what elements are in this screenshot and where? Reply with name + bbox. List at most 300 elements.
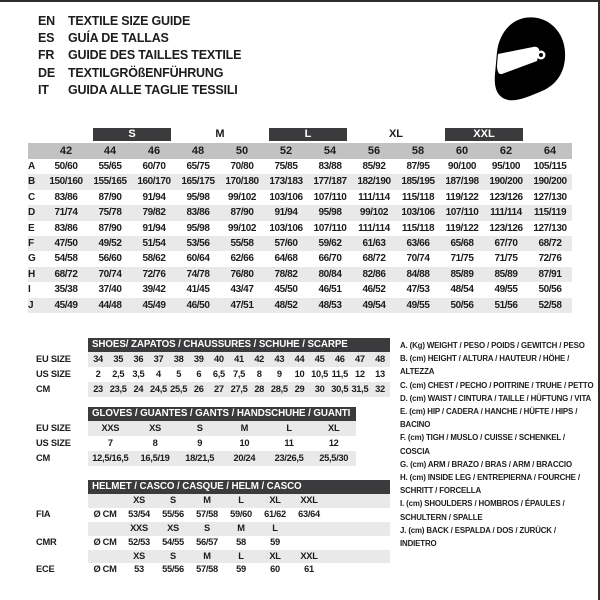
row-values xyxy=(88,421,356,436)
cell-value: 25,5 xyxy=(170,384,188,394)
size-value: 71/74 xyxy=(54,207,78,219)
language-row xyxy=(38,30,241,47)
language-code: ES xyxy=(38,31,55,46)
size-value: 182/190 xyxy=(357,176,391,188)
measure-letter: B xyxy=(28,176,36,188)
measure-letter: I xyxy=(28,284,31,296)
cell-value: 54/55 xyxy=(162,536,184,547)
cell-value: 13 xyxy=(375,369,385,379)
legend-item: G. (cm) ARM / BRAZO / BRAS / ARM / BRACCIO xyxy=(400,459,572,469)
size-value: 45/49 xyxy=(142,299,166,311)
size-value: 177/187 xyxy=(313,176,347,188)
cell-value: XS xyxy=(149,423,161,433)
size-value: 68/72 xyxy=(362,253,386,265)
group-spacer xyxy=(44,128,88,142)
size-value: 80/84 xyxy=(318,268,342,280)
size-table-row xyxy=(28,205,572,220)
size-value: 51/56 xyxy=(494,299,518,311)
size-value: 115/119 xyxy=(533,207,567,219)
size-group-label: L xyxy=(269,128,347,141)
cell-value: 20/24 xyxy=(233,453,256,463)
size-value: 72/76 xyxy=(142,268,166,280)
size-table-body xyxy=(28,159,572,313)
size-value: 185/195 xyxy=(401,176,435,188)
diameter-unit-label xyxy=(88,494,122,508)
size-value: 85/89 xyxy=(494,268,518,280)
size-value: 107/110 xyxy=(445,207,479,219)
size-column-header: 42 xyxy=(59,145,73,157)
cell-value: 53 xyxy=(134,564,144,575)
size-value: 65/68 xyxy=(450,237,474,249)
size-column-header: 58 xyxy=(411,145,425,157)
helmet-row xyxy=(36,550,390,564)
cell-value: 28,5 xyxy=(270,384,288,394)
size-value: 119/122 xyxy=(445,222,479,234)
row-label: US SIZE xyxy=(36,438,71,448)
size-value: 87/90 xyxy=(98,191,122,203)
cell-value: XS xyxy=(133,550,145,561)
cell-value: 24 xyxy=(133,384,144,394)
cell-value: 10 xyxy=(294,369,305,379)
shoes-table-title: SHOES/ ZAPATOS / CHAUSSURES / SCHUHE / SCARPE xyxy=(88,338,390,352)
size-table-row xyxy=(28,251,572,266)
cell-value: 57/58 xyxy=(196,508,218,519)
size-value: 70/74 xyxy=(98,268,122,280)
row-label: US SIZE xyxy=(36,369,71,379)
diameter-unit-label xyxy=(88,522,122,536)
size-value: 87/90 xyxy=(98,222,122,234)
size-value: 51/54 xyxy=(142,237,166,249)
cell-value: M xyxy=(237,522,245,533)
size-number-header-row xyxy=(28,143,572,159)
cell-value: 27,5 xyxy=(230,384,248,394)
size-value: 64/68 xyxy=(274,253,298,265)
size-group-s xyxy=(88,128,176,142)
size-value: 49/55 xyxy=(494,284,518,296)
diameter-unit-label: Ø CM xyxy=(93,508,117,519)
cell-value: 29 xyxy=(294,384,305,394)
shoes-row xyxy=(36,382,390,397)
row-values xyxy=(88,550,390,564)
size-column-header: 44 xyxy=(103,145,117,157)
cell-value: L xyxy=(286,423,292,433)
size-value: 54/58 xyxy=(54,253,78,265)
row-label: CM xyxy=(36,384,51,394)
cell-value: M xyxy=(203,550,211,561)
shoes-table-body xyxy=(36,352,390,397)
size-value: 48/52 xyxy=(274,299,298,311)
size-column-header: 46 xyxy=(147,145,161,157)
row-filler xyxy=(326,536,390,550)
cell-value: 10 xyxy=(239,438,250,448)
size-value: 53/56 xyxy=(186,237,210,249)
cell-value: S xyxy=(170,550,176,561)
helmet-table-title: HELMET / CASCO / CASQUE / HELM / CASCO xyxy=(88,480,390,494)
group-spacer xyxy=(528,128,572,142)
size-value: 87/90 xyxy=(230,207,254,219)
size-value: 47/51 xyxy=(230,299,254,311)
measure-letter: J xyxy=(28,299,34,311)
size-value: 111/114 xyxy=(358,222,390,234)
cell-value: 7 xyxy=(107,438,113,448)
size-value: 155/165 xyxy=(93,176,127,188)
helmet-row xyxy=(36,522,390,536)
size-value: 91/94 xyxy=(274,207,298,219)
cell-value: 41 xyxy=(234,354,244,364)
cell-value: 24,5 xyxy=(150,384,167,394)
size-group-label: M xyxy=(215,128,225,140)
cell-value: 5 xyxy=(176,369,182,379)
cell-value xyxy=(292,522,326,536)
size-value: 165/175 xyxy=(181,176,215,188)
row-values xyxy=(88,536,390,550)
legend-item: F. (cm) TIGH / MUSLO / CUISSE / SCHENKEL / COSCIA xyxy=(400,433,565,456)
legend-item: E. (cm) HIP / CADERA / HANCHE / HÜFTE / HIPS / BACINO xyxy=(400,407,578,430)
cell-value: 45 xyxy=(314,354,325,364)
size-column-header: 62 xyxy=(499,145,513,157)
measure-letter: A xyxy=(28,161,36,172)
size-column-header: 54 xyxy=(323,145,337,157)
cell-value: 57/58 xyxy=(196,564,218,575)
legend-item: I. (cm) SHOULDERS / HOMBROS / ÉPAULES / SCHULTERN / SPALLE xyxy=(400,499,565,522)
size-value: 95/100 xyxy=(491,161,521,172)
size-value: 45/50 xyxy=(274,284,298,296)
cell-value: 9 xyxy=(276,369,282,379)
cell-value: 39 xyxy=(193,354,204,364)
cell-value: XS xyxy=(167,522,179,533)
shoes-row xyxy=(36,352,390,367)
size-value: 68/72 xyxy=(538,237,562,249)
cell-value: 46 xyxy=(334,354,345,364)
cell-value: 23 xyxy=(93,384,103,394)
language-row xyxy=(38,82,241,99)
cell-value: 8 xyxy=(256,369,262,379)
cell-value: XXL xyxy=(300,495,318,505)
size-value: 127/130 xyxy=(533,222,567,234)
cell-value: 2 xyxy=(95,369,101,379)
size-value: 160/170 xyxy=(137,176,171,188)
size-group-label: S xyxy=(93,128,171,141)
size-value: 83/86 xyxy=(54,222,78,234)
size-value: 61/63 xyxy=(362,237,386,249)
cell-value: 8 xyxy=(152,438,158,448)
row-values xyxy=(88,352,390,367)
textile-size-table xyxy=(28,128,572,313)
cell-value: 28 xyxy=(254,384,265,394)
size-group-xxl xyxy=(440,128,528,142)
legend-item: D. (cm) WAIST / CINTURA / TAILLE / HÜFTUNG / VITA xyxy=(400,393,592,403)
cell-value: 55/56 xyxy=(162,508,184,519)
size-table-row xyxy=(28,221,572,236)
cell-value: XXS xyxy=(130,522,148,533)
cell-value: 31,5 xyxy=(351,384,369,394)
cell-value: 23/26,5 xyxy=(274,453,304,463)
size-value: 91/94 xyxy=(142,191,166,203)
size-value: 65/75 xyxy=(186,161,210,172)
diameter-unit-label: Ø CM xyxy=(93,536,117,547)
letter-column-spacer xyxy=(28,143,44,159)
row-filler xyxy=(326,508,390,522)
size-value: 95/98 xyxy=(186,191,210,203)
size-value: 70/74 xyxy=(406,253,430,265)
size-value: 99/102 xyxy=(227,191,257,203)
language-code: DE xyxy=(38,65,55,80)
cell-value: 32 xyxy=(375,384,385,394)
size-value: 59/62 xyxy=(318,237,342,249)
cell-value: 3,5 xyxy=(132,369,145,379)
size-value: 103/106 xyxy=(401,207,435,219)
cell-value: 34 xyxy=(93,354,103,364)
measure-letter: C xyxy=(28,191,36,203)
cell-value: XL xyxy=(328,423,340,433)
size-value: 99/102 xyxy=(359,207,389,219)
diameter-unit-label: Ø CM xyxy=(93,564,117,575)
row-values xyxy=(88,494,390,508)
language-title: TEXTILGRÖßENFÜHRUNG xyxy=(68,65,224,80)
row-values xyxy=(88,508,390,522)
size-group-header-row xyxy=(28,128,572,142)
size-value: 58/62 xyxy=(142,253,166,265)
size-column-header: 52 xyxy=(279,145,293,157)
cell-value: 12 xyxy=(355,369,365,379)
size-value: 115/118 xyxy=(401,222,435,234)
size-value: 55/65 xyxy=(98,161,122,172)
size-value: 170/180 xyxy=(225,176,259,188)
size-value: 43/47 xyxy=(230,284,254,296)
row-filler xyxy=(326,563,390,577)
cell-value: S xyxy=(170,495,176,505)
shoes-row xyxy=(36,367,390,382)
cell-value: 63/64 xyxy=(298,508,320,519)
shoes-table xyxy=(36,338,390,397)
size-value: 50/60 xyxy=(54,161,78,172)
size-value: 103/106 xyxy=(269,222,303,234)
size-value: 47/53 xyxy=(406,284,430,296)
size-group-m xyxy=(176,128,264,142)
size-value: 83/88 xyxy=(318,161,342,172)
cell-value: 36 xyxy=(133,354,144,364)
cell-value: 55/56 xyxy=(162,564,184,575)
size-value: 74/78 xyxy=(186,268,210,280)
standard-label xyxy=(36,550,88,564)
cell-value: S xyxy=(204,522,210,533)
size-value: 49/52 xyxy=(98,237,122,249)
size-value: 91/94 xyxy=(142,222,166,234)
size-value: 95/98 xyxy=(318,207,342,219)
language-title-list xyxy=(38,13,241,99)
size-group-l xyxy=(264,128,352,142)
cell-value: XL xyxy=(269,550,281,561)
language-row xyxy=(38,65,241,82)
cell-value: 61/62 xyxy=(264,508,286,519)
size-value: 68/72 xyxy=(54,268,78,280)
size-value: 76/80 xyxy=(230,268,254,280)
size-value: 190/200 xyxy=(489,176,523,188)
gloves-row xyxy=(36,436,390,451)
cell-value: XL xyxy=(269,495,281,505)
helmet-table xyxy=(36,480,390,577)
cell-value: 10,5 xyxy=(311,369,329,379)
size-value: 105/115 xyxy=(533,161,567,172)
size-value: 60/70 xyxy=(142,161,166,172)
cell-value: 2,5 xyxy=(112,369,125,379)
cell-value: 12,5/16,5 xyxy=(92,453,129,463)
size-value: 75/85 xyxy=(274,161,298,172)
size-value: 44/48 xyxy=(98,299,122,311)
cell-value: L xyxy=(272,522,278,533)
size-value: 99/102 xyxy=(227,222,257,234)
measure-letter: E xyxy=(28,222,35,234)
size-value: 70/80 xyxy=(230,161,254,172)
size-column-header: 64 xyxy=(543,145,557,157)
size-group-label: XXL xyxy=(445,128,523,141)
legend-item: C. (cm) CHEST / PECHO / POITRINE / TRUHE / PETTO xyxy=(400,380,594,390)
cell-value: 40 xyxy=(214,354,224,364)
cell-value: 11,5 xyxy=(331,369,348,379)
cell-value: 26 xyxy=(193,384,204,394)
size-value: 79/82 xyxy=(142,207,166,219)
size-value: 123/126 xyxy=(489,222,523,234)
cell-value: 9 xyxy=(197,438,203,448)
legend-item: H. (cm) INSIDE LEG / ENTREPIERNA / FOURCHE / SCHRITT / FORCELLA xyxy=(400,473,580,496)
measure-letter: D xyxy=(28,207,36,219)
size-value: 127/130 xyxy=(533,191,567,203)
size-value: 37/40 xyxy=(98,284,122,296)
cell-value: 59 xyxy=(270,536,280,547)
language-title: GUÍA DE TALLAS xyxy=(68,31,169,46)
cell-value: 61 xyxy=(304,564,314,575)
size-value: 52/58 xyxy=(538,299,562,311)
size-value: 150/160 xyxy=(49,176,83,188)
language-row xyxy=(38,13,241,30)
size-group-label: XL xyxy=(388,128,404,140)
size-table-row xyxy=(28,159,572,174)
size-value: 87/95 xyxy=(406,161,430,172)
size-value: 60/64 xyxy=(186,253,210,265)
cell-value: 25,5/30 xyxy=(319,453,349,463)
cell-value: 58 xyxy=(236,536,246,547)
size-value: 111/114 xyxy=(358,191,390,203)
language-row xyxy=(38,47,241,64)
size-value: 83/86 xyxy=(186,207,210,219)
gloves-row xyxy=(36,451,390,466)
gloves-row xyxy=(36,421,390,436)
language-code: FR xyxy=(38,48,55,63)
cell-value: 23,5 xyxy=(109,384,127,394)
cell-value: 35 xyxy=(113,354,124,364)
size-value: 95/98 xyxy=(186,222,210,234)
standard-label: FIA xyxy=(36,508,51,519)
racing-helmet-icon xyxy=(484,10,568,110)
size-table-row xyxy=(28,236,572,251)
size-table-row xyxy=(28,190,572,205)
size-value: 85/89 xyxy=(450,268,474,280)
cell-value: 18/21,5 xyxy=(185,453,215,463)
size-value: 90/100 xyxy=(447,161,477,172)
size-value: 107/110 xyxy=(313,222,347,234)
size-value: 50/56 xyxy=(450,299,474,311)
legend-item: B. (cm) HEIGHT / ALTURA / HAUTEUR / HÖHE / ALTEZZA xyxy=(400,354,570,377)
size-value: 35/38 xyxy=(54,284,78,296)
cell-value: 6 xyxy=(196,369,202,379)
row-values xyxy=(88,382,390,397)
size-value: 57/60 xyxy=(274,237,298,249)
row-values xyxy=(88,451,356,466)
language-title: GUIDA ALLE TAGLIE TESSILI xyxy=(68,82,238,97)
cell-value: 7,5 xyxy=(233,369,246,379)
cell-value: 47 xyxy=(355,354,365,364)
row-filler xyxy=(326,550,390,564)
cell-value: 53/54 xyxy=(128,508,150,519)
size-column-header: 56 xyxy=(367,145,381,157)
row-values xyxy=(88,522,390,536)
language-code: EN xyxy=(38,14,55,28)
size-group-xl xyxy=(352,128,440,142)
language-title: GUIDE DES TAILLES TEXTILE xyxy=(68,48,242,63)
cell-value: M xyxy=(203,495,211,505)
measure-letter: H xyxy=(28,268,36,280)
size-value: 66/70 xyxy=(318,253,342,265)
cell-value: 59/60 xyxy=(230,508,252,519)
helmet-row xyxy=(36,536,390,550)
size-value: 115/118 xyxy=(401,191,435,203)
size-value: 47/50 xyxy=(54,237,78,249)
cell-value: 27 xyxy=(214,384,224,394)
size-table-row xyxy=(28,174,572,189)
cell-value: XXS xyxy=(101,423,120,433)
cell-value: 11 xyxy=(284,438,294,448)
size-value: 46/52 xyxy=(362,284,386,296)
measure-letter: F xyxy=(28,237,35,249)
size-value: 111/114 xyxy=(490,207,522,219)
size-value: 49/55 xyxy=(406,299,430,311)
row-label: EU SIZE xyxy=(36,354,71,364)
cell-value: 59 xyxy=(236,564,246,575)
cell-value: 4 xyxy=(156,369,161,379)
cell-value: 12 xyxy=(328,438,339,448)
size-value: 45/49 xyxy=(54,299,78,311)
size-value: 71/75 xyxy=(450,253,474,265)
cell-value: M xyxy=(240,423,249,433)
cell-value: XXL xyxy=(300,550,318,561)
cell-value: 48 xyxy=(375,354,385,364)
size-value: 67/70 xyxy=(494,237,518,249)
size-column-header: 48 xyxy=(191,145,205,157)
language-title: TEXTILE SIZE GUIDE xyxy=(68,14,191,28)
size-value: 78/82 xyxy=(274,268,298,280)
size-column-header: 60 xyxy=(455,145,469,157)
cell-value: 30 xyxy=(314,384,325,394)
cell-value: 43 xyxy=(274,354,285,364)
size-value: 190/200 xyxy=(533,176,567,188)
row-values xyxy=(88,563,390,577)
legend-item: A. (Kg) WEIGHT / PESO / POIDS / GEWITCH / PESO xyxy=(400,341,585,350)
helmet-row xyxy=(36,508,390,522)
cell-value xyxy=(292,536,326,550)
measurement-legend xyxy=(400,339,594,550)
size-value: 46/51 xyxy=(318,284,342,296)
size-value: 123/126 xyxy=(489,191,523,203)
size-table-row xyxy=(28,267,572,282)
size-value: 71/75 xyxy=(494,253,518,265)
size-value: 46/50 xyxy=(186,299,210,311)
legend-item: J. (cm) BACK / ESPALDA / DOS / ZURÜCK / INDIETRO xyxy=(400,525,556,549)
size-table-row xyxy=(28,298,572,313)
row-filler xyxy=(326,522,390,536)
cell-value: L xyxy=(238,550,244,561)
gloves-table xyxy=(36,407,390,466)
cell-value: 37 xyxy=(153,354,164,364)
